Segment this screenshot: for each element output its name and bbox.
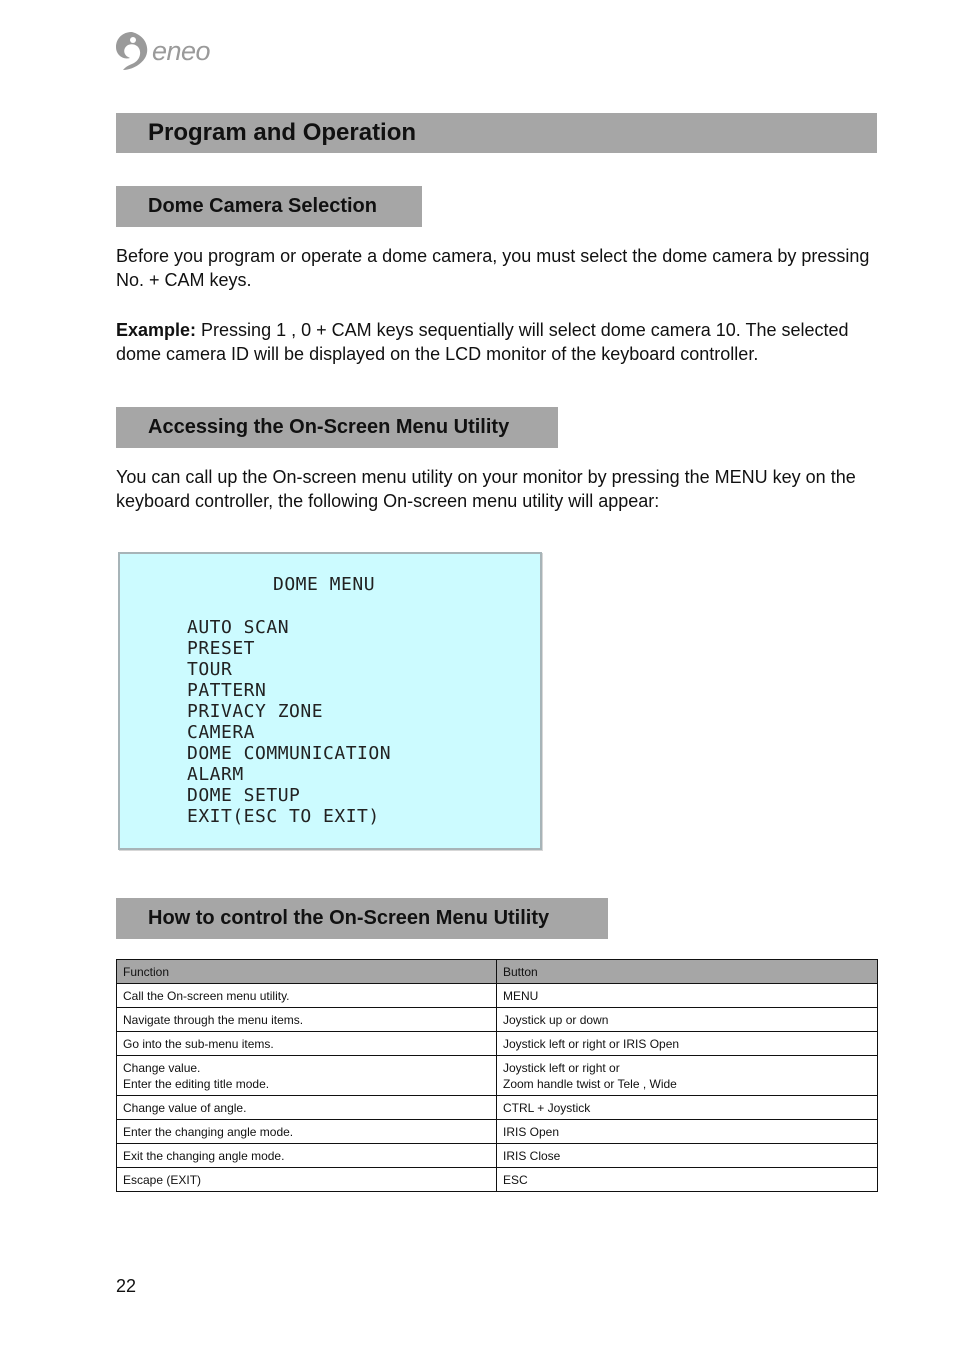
function-cell [117,1096,497,1120]
table-header-row [117,960,878,984]
cell-text: MENU [503,989,539,1003]
section-heading-dome-selection: Dome Camera Selection [116,186,422,227]
dome-menu-title: DOME MENU [273,574,376,595]
column-header-function: Function [117,960,497,984]
cell-text: CTRL + Joystick [503,1101,591,1115]
dome-menu-item: PRIVACY ZONE [187,701,324,722]
section-heading-accessing-menu: Accessing the On-Screen Menu Utility [116,407,558,448]
accessing-menu-paragraph: You can call up the On-screen menu utility on your monitor by pressing the MENU key on the keyboard controller, the following On-screen menu utility will appear: [116,467,856,511]
logo-swirl-icon [114,30,150,72]
function-cell [117,1144,497,1168]
table-row [117,1096,878,1120]
function-cell [117,1008,497,1032]
example-label: Example: [116,320,197,340]
cell-text: Joystick left or right or IRIS Open [503,1037,680,1051]
dome-menu-item: AUTO SCAN [187,617,290,638]
dome-selection-paragraph: Before you program or operate a dome camera, you must select the dome camera by pressing No. + CAM keys. [116,246,870,290]
cell-text: Exit the changing angle mode. [123,1149,285,1163]
cell-text: IRIS Open [503,1125,560,1139]
table-row [117,984,878,1008]
function-cell [117,984,497,1008]
cell-text: Call the On-screen menu utility. [123,989,290,1003]
cell-text: Zoom handle twist or Tele , Wide [503,1077,677,1091]
button-cell [497,1032,878,1056]
table-row [117,1032,878,1056]
cell-text: ESC [503,1173,528,1187]
logo-text: eneo [152,35,211,66]
cell-text: Change value. [123,1061,201,1075]
cell-text: Enter the editing title mode. [123,1077,270,1091]
dome-menu-screen [118,552,542,850]
page-title: Program and Operation [116,113,877,153]
dome-menu-item: CAMERA [187,722,256,743]
function-cell [117,1056,497,1096]
button-cell [497,1168,878,1192]
dome-menu-item: DOME SETUP [187,785,301,806]
cell-text: Joystick up or down [503,1013,609,1027]
dome-menu-item: PRESET [187,638,256,659]
table-row [117,1144,878,1168]
button-cell [497,1144,878,1168]
control-table [116,959,878,1192]
table-row [117,1120,878,1144]
function-cell [117,1032,497,1056]
dome-menu-list [187,617,391,827]
cell-text: Joystick left or right or [503,1061,620,1075]
button-cell [497,1120,878,1144]
function-cell [117,1120,497,1144]
section-heading-control: How to control the On-Screen Menu Utility [116,898,608,939]
example-paragraph [116,318,880,366]
table-row [117,1056,878,1096]
dome-menu-item: DOME COMMUNICATION [187,743,392,764]
button-cell [497,1008,878,1032]
button-cell [497,1056,878,1096]
dome-menu-item: ALARM [187,764,244,785]
example-text: Pressing 1 , 0 + CAM keys sequentially will select dome camera 10. The selected dome camera ID will be displayed on the LCD monitor of the keyboard controller. [116,320,849,364]
dome-menu-item: TOUR [187,659,233,680]
table-row [117,1168,878,1192]
button-cell [497,984,878,1008]
page-number: 22 [116,1276,137,1296]
table-row [117,1008,878,1032]
dome-menu-item: EXIT(ESC TO EXIT) [187,806,380,827]
cell-text: Enter the changing angle mode. [123,1125,294,1139]
cell-text: Change value of angle. [123,1101,247,1115]
cell-text: Go into the sub-menu items. [123,1037,274,1051]
dome-menu-item: PATTERN [187,680,267,701]
cell-text: Escape (EXIT) [123,1173,202,1187]
column-header-button: Button [497,960,878,984]
button-cell [497,1096,878,1120]
brand-logo [114,30,210,72]
function-cell [117,1168,497,1192]
cell-text: IRIS Close [503,1149,561,1163]
cell-text: Navigate through the menu items. [123,1013,304,1027]
